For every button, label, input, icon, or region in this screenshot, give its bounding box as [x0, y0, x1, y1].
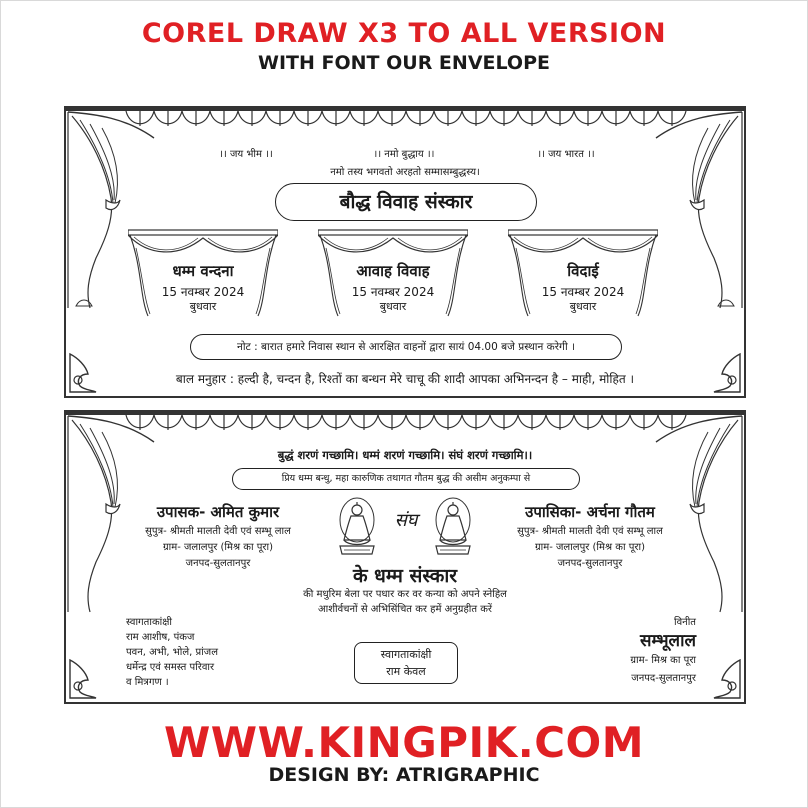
invitation-card-1: [64, 106, 746, 398]
event-2-day: बुधवार: [379, 300, 407, 313]
event-2-date: 15 नवम्बर 2024: [351, 285, 435, 299]
bride-title: उपासिका- अर्चना गौतम: [525, 503, 655, 521]
event-1-name: धम्म वन्दना: [172, 262, 234, 280]
pelmet-ornament: [66, 412, 744, 438]
corner-ornament-right-icon: [712, 350, 742, 394]
center-box-line-1: स्वागताकांक्षी: [380, 648, 432, 661]
bride-district: जनपद-सुलतानपुर: [557, 558, 623, 569]
ceremony-title: के धम्म संस्कार: [352, 565, 458, 587]
vinit-label: विनीत: [674, 617, 696, 628]
event-1-day: बुधवार: [189, 300, 217, 313]
trisarana-line: बुद्धं शरणं गच्छामि। धम्मं शरणं गच्छामि। संघं शरणं गच्छामि।।: [277, 448, 533, 462]
blessing-line-2: आशीर्वचनों से अभिसिंचित कर हमें अनुग्रहीत करें: [317, 604, 492, 615]
groom-village: ग्राम- जलालपुर (मिश्र का पूरा): [163, 542, 273, 553]
vinit-district: जनपद-सुलतानपुर: [631, 673, 696, 684]
center-welcome-box: [354, 642, 458, 684]
event-3-name: विदाई: [567, 262, 599, 280]
sangh-monogram: संघ: [394, 510, 418, 531]
welcomers-heading: स्वागताकांक्षी: [126, 617, 172, 628]
groom-title: उपासक- अमित कुमार: [156, 503, 280, 521]
event-3-date: 15 नवम्बर 2024: [541, 285, 625, 299]
buddha-left-icon: [338, 496, 376, 558]
groom-district: जनपद-सुलतानपुर: [185, 558, 251, 569]
right-curtain-icon: [654, 108, 744, 318]
corner-ornament-left-icon: [68, 656, 98, 700]
vinit-village: ग्राम- मिश्र का पूरा: [630, 655, 696, 666]
blessing-line-1: की मधुरिम बेला पर पधार कर वर कन्या को अपने स्नेहिल: [303, 589, 507, 600]
bal-manuhar: बाल मनुहार : हल्दी है, चन्दन है, रिश्तों का बन्धन मेरे चाचू की शादी आपका अभिनन्दन है – माही, मोहित ।: [175, 372, 635, 386]
corner-ornament-left-icon: [68, 350, 98, 394]
invite-line: प्रिय धम्म बन्धु, महा कारुणिक तथागत गौतम बुद्ध की असीम अनुकम्पा से: [232, 468, 580, 490]
event-3-day: बुधवार: [569, 300, 597, 313]
welcomers-line-2: पवन, अभी, भोले, प्रांजल: [126, 647, 219, 658]
corner-ornament-right-icon: [712, 656, 742, 700]
greeting-jai-bharat: ।। जय भारत ।।: [537, 149, 595, 160]
center-box-line-2: राम केवल: [386, 665, 426, 678]
buddha-right-icon: [434, 496, 472, 558]
pelmet-ornament: [66, 108, 744, 134]
header-subtitle: WITH FONT OUR ENVELOPE: [258, 52, 550, 74]
bride-parents: सुपुत्र- श्रीमती मालती देवी एवं सम्भू लाल: [517, 526, 663, 537]
welcomers-line-3: धर्मेन्द्र एवं समस्त परिवार: [126, 662, 215, 673]
welcomers-line-4: व मित्रगण ।: [126, 677, 169, 688]
welcomers-line-1: राम आशीष, पंकज: [126, 632, 195, 643]
card1-title: बौद्ध विवाह संस्कार: [275, 183, 537, 221]
travel-note: नोट : बारात हमारे निवास स्थान से आरक्षित वाहनों द्वारा सायं 04.00 बजे प्रस्थान करेगी ।: [190, 334, 622, 360]
header-title: COREL DRAW X3 TO ALL VERSION: [141, 18, 667, 49]
design-credit: DESIGN BY: ATRIGRAPHIC: [268, 764, 540, 786]
buddha-mantra: नमो तस्य भगवतो अरहतो सम्मासम्बुद्धस्य।: [330, 167, 480, 178]
event-1-date: 15 नवम्बर 2024: [161, 285, 245, 299]
website-url: WWW.KINGPIK.COM: [163, 718, 645, 767]
invitation-card-2: [64, 410, 746, 704]
bride-village: ग्राम- जलालपुर (मिश्र का पूरा): [535, 542, 645, 553]
vinit-name: सम्भूलाल: [640, 631, 696, 651]
greeting-namo-buddhay: ।। नमो बुद्धाय ।।: [373, 149, 435, 160]
groom-parents: सुपुत्र- श्रीमती मालती देवी एवं सम्भू लाल: [145, 526, 291, 537]
event-2-name: आवाह विवाह: [356, 262, 430, 280]
greeting-jai-bhim: ।। जय भीम ।।: [219, 149, 273, 160]
